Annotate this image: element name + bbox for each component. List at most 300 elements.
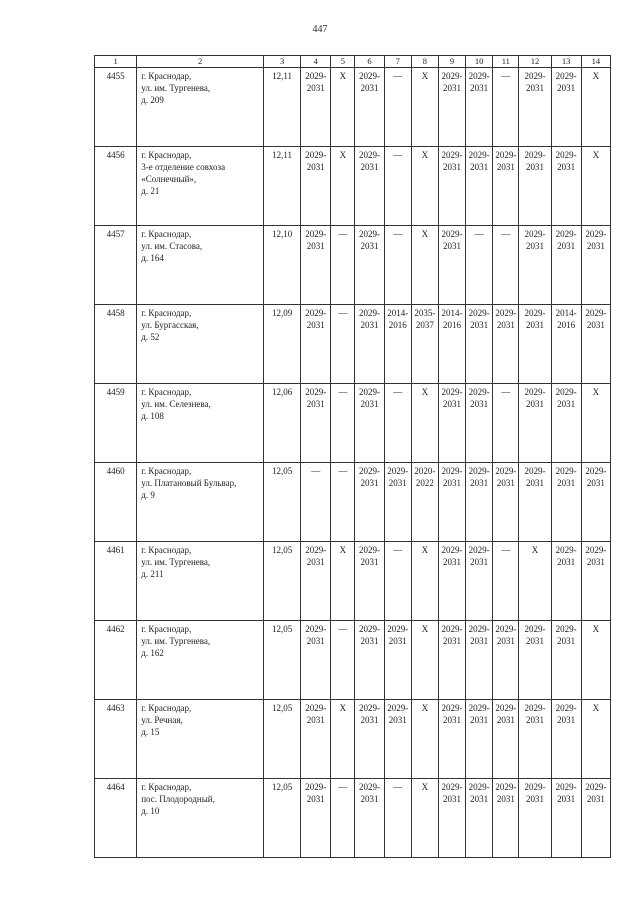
schedule-value: — — [393, 782, 403, 792]
schedule-cell — [355, 384, 384, 463]
column-header: 12 — [519, 56, 551, 68]
schedule-value: 2031 — [443, 241, 462, 251]
schedule-value: 2029- — [387, 703, 409, 713]
schedule-value: 2031 — [557, 794, 576, 804]
schedule-cell — [551, 305, 581, 384]
schedule-value: 2029- — [555, 624, 577, 634]
column-header: 11 — [493, 56, 519, 68]
schedule-cell — [438, 68, 465, 147]
schedule-cell — [384, 621, 411, 700]
table-row — [95, 68, 611, 147]
schedule-value: — — [338, 466, 348, 476]
schedule-value: 2029- — [524, 703, 546, 713]
schedule-value: 2029- — [468, 466, 490, 476]
schedule-value: 2029- — [359, 782, 381, 792]
schedule-value: 2029- — [524, 782, 546, 792]
address-cell — [137, 779, 264, 858]
schedule-value: 2031 — [306, 399, 325, 409]
address-cell — [137, 621, 264, 700]
schedule-value: 2029- — [359, 466, 381, 476]
schedule-cell — [551, 226, 581, 305]
schedule-value: 2029- — [359, 387, 381, 397]
schedule-cell — [331, 542, 355, 621]
address-line: г. Краснодар, — [141, 308, 192, 318]
schedule-cell — [519, 384, 551, 463]
schedule-cell — [411, 621, 438, 700]
schedule-value: 2029- — [524, 466, 546, 476]
schedule-cell — [519, 463, 551, 542]
table-row — [95, 542, 611, 621]
schedule-cell — [493, 779, 519, 858]
schedule-cell — [519, 147, 551, 226]
column-header: 13 — [551, 56, 581, 68]
schedule-value: 2031 — [306, 320, 325, 330]
schedule-value: 2031 — [525, 399, 544, 409]
address-line: д. 52 — [141, 332, 160, 342]
schedule-cell — [466, 621, 493, 700]
table-row — [95, 226, 611, 305]
schedule-value: 2031 — [443, 83, 462, 93]
schedule-value: 2029- — [305, 229, 327, 239]
schedule-value: 2031 — [525, 715, 544, 725]
schedule-value: 2029- — [305, 782, 327, 792]
schedule-value: 2031 — [470, 320, 489, 330]
schedule-cell — [331, 68, 355, 147]
schedule-value: 2031 — [557, 478, 576, 488]
schedule-cell — [466, 463, 493, 542]
address-cell — [137, 226, 264, 305]
schedule-cell — [493, 700, 519, 779]
schedule-value: 2029- — [495, 308, 517, 318]
schedule-value: 2031 — [443, 715, 462, 725]
schedule-value: X — [592, 703, 600, 713]
register-table — [94, 55, 611, 858]
schedule-value: 2029- — [441, 624, 463, 634]
schedule-value: 2029- — [387, 466, 409, 476]
schedule-cell — [466, 226, 493, 305]
schedule-value: 2014- — [555, 308, 577, 318]
page-number: 447 — [312, 24, 328, 35]
schedule-value: 2029- — [524, 229, 546, 239]
schedule-value: 2029- — [305, 703, 327, 713]
schedule-value: 2029- — [585, 782, 607, 792]
schedule-cell — [466, 779, 493, 858]
address-line: «Солнечный», — [141, 174, 197, 184]
schedule-cell — [355, 305, 384, 384]
schedule-value: 2031 — [586, 557, 605, 567]
schedule-value: 2031 — [470, 794, 489, 804]
schedule-cell — [301, 384, 331, 463]
schedule-cell — [384, 147, 411, 226]
column-header: 3 — [263, 56, 300, 68]
schedule-cell — [411, 700, 438, 779]
schedule-cell — [301, 542, 331, 621]
address-cell — [137, 68, 264, 147]
address-cell — [137, 542, 264, 621]
schedule-value: 2031 — [306, 162, 325, 172]
address-line: ул. им. Тургенева, — [141, 557, 211, 567]
column-header: 14 — [581, 56, 610, 68]
schedule-cell — [466, 542, 493, 621]
schedule-cell — [438, 384, 465, 463]
schedule-value: 2031 — [586, 241, 605, 251]
schedule-cell — [331, 384, 355, 463]
address-line: д. 9 — [141, 490, 155, 500]
schedule-value: 2031 — [496, 636, 515, 646]
schedule-value: 2031 — [360, 636, 379, 646]
area-cell: 12,05 — [263, 621, 300, 700]
schedule-cell — [551, 779, 581, 858]
schedule-cell — [301, 147, 331, 226]
schedule-cell — [301, 305, 331, 384]
schedule-value: 2031 — [557, 241, 576, 251]
schedule-value: 2031 — [360, 320, 379, 330]
address-line: д. 211 — [141, 569, 164, 579]
column-header: 8 — [411, 56, 438, 68]
area-cell: 12,05 — [263, 542, 300, 621]
schedule-cell — [331, 463, 355, 542]
address-line: д. 15 — [141, 727, 160, 737]
schedule-cell — [493, 305, 519, 384]
row-number: 4456 — [95, 147, 137, 226]
row-number: 4462 — [95, 621, 137, 700]
schedule-value: 2029- — [585, 545, 607, 555]
schedule-value: 2031 — [443, 478, 462, 488]
schedule-value: 2016 — [557, 320, 576, 330]
address-line: ул. им. Тургенева, — [141, 83, 211, 93]
schedule-cell — [551, 147, 581, 226]
schedule-value: 2029- — [305, 387, 327, 397]
row-number: 4455 — [95, 68, 137, 147]
schedule-value: X — [339, 545, 347, 555]
schedule-cell — [411, 463, 438, 542]
schedule-value: 2029- — [468, 71, 490, 81]
schedule-cell — [355, 542, 384, 621]
address-line: г. Краснодар, — [141, 466, 192, 476]
schedule-value: — — [393, 71, 403, 81]
schedule-value: 2031 — [306, 794, 325, 804]
column-header: 7 — [384, 56, 411, 68]
schedule-value: 2029- — [359, 308, 381, 318]
schedule-cell — [493, 68, 519, 147]
schedule-value: 2031 — [557, 557, 576, 567]
address-line: ул. Речная, — [141, 715, 183, 725]
schedule-value: 2029- — [305, 545, 327, 555]
schedule-value: 2031 — [525, 320, 544, 330]
schedule-value: 2031 — [306, 83, 325, 93]
schedule-value: 2029- — [305, 624, 327, 634]
schedule-cell — [438, 226, 465, 305]
schedule-cell — [355, 68, 384, 147]
schedule-cell — [331, 226, 355, 305]
schedule-value: X — [421, 624, 429, 634]
schedule-value: 2029- — [468, 387, 490, 397]
schedule-value: 2029- — [468, 703, 490, 713]
schedule-cell — [551, 463, 581, 542]
schedule-value: 2031 — [443, 794, 462, 804]
address-line: д. 162 — [141, 648, 164, 658]
schedule-cell — [493, 463, 519, 542]
schedule-cell — [493, 384, 519, 463]
address-line: г. Краснодар, — [141, 229, 192, 239]
address-line: д. 21 — [141, 186, 160, 196]
schedule-value: X — [531, 545, 539, 555]
schedule-value: 2031 — [360, 715, 379, 725]
schedule-value: — — [338, 624, 348, 634]
schedule-cell — [355, 147, 384, 226]
schedule-cell — [438, 779, 465, 858]
schedule-value: 2031 — [306, 557, 325, 567]
schedule-cell — [384, 226, 411, 305]
schedule-value: — — [338, 229, 348, 239]
schedule-cell — [466, 384, 493, 463]
schedule-value: 2031 — [496, 794, 515, 804]
schedule-value: 2031 — [557, 399, 576, 409]
schedule-cell — [301, 226, 331, 305]
schedule-value: X — [592, 71, 600, 81]
area-cell: 12,10 — [263, 226, 300, 305]
address-cell — [137, 700, 264, 779]
schedule-cell — [519, 68, 551, 147]
schedule-cell — [581, 621, 610, 700]
schedule-value: 2031 — [360, 794, 379, 804]
row-number: 4461 — [95, 542, 137, 621]
schedule-cell — [551, 542, 581, 621]
schedule-value: 2031 — [557, 636, 576, 646]
schedule-value: 2029- — [468, 624, 490, 634]
schedule-cell — [384, 779, 411, 858]
address-line: г. Краснодар, — [141, 782, 192, 792]
schedule-cell — [355, 779, 384, 858]
schedule-value: — — [338, 782, 348, 792]
area-cell: 12,09 — [263, 305, 300, 384]
schedule-value: 2029- — [585, 466, 607, 476]
schedule-value: 2020- — [414, 466, 436, 476]
schedule-value: 2029- — [359, 229, 381, 239]
schedule-value: 2031 — [388, 478, 407, 488]
area-cell: 12,06 — [263, 384, 300, 463]
schedule-cell — [384, 305, 411, 384]
schedule-value: 2029- — [555, 71, 577, 81]
schedule-value: 2031 — [360, 83, 379, 93]
schedule-value: 2029- — [441, 229, 463, 239]
schedule-cell — [331, 700, 355, 779]
schedule-value: 2029- — [359, 150, 381, 160]
schedule-cell — [384, 68, 411, 147]
schedule-value: 2031 — [525, 794, 544, 804]
schedule-value: 2029- — [359, 71, 381, 81]
schedule-value: X — [339, 703, 347, 713]
schedule-value: 2029- — [555, 545, 577, 555]
schedule-value: 2031 — [470, 478, 489, 488]
schedule-cell — [519, 700, 551, 779]
schedule-cell — [519, 226, 551, 305]
schedule-value: 2029- — [524, 71, 546, 81]
schedule-value: 2031 — [443, 636, 462, 646]
row-number: 4457 — [95, 226, 137, 305]
schedule-value: 2031 — [306, 241, 325, 251]
row-number: 4464 — [95, 779, 137, 858]
schedule-cell — [551, 700, 581, 779]
schedule-cell — [581, 463, 610, 542]
area-cell: 12,11 — [263, 147, 300, 226]
schedule-value: 2031 — [306, 636, 325, 646]
schedule-value: 2029- — [585, 308, 607, 318]
address-line: д. 209 — [141, 95, 164, 105]
schedule-value: 2029- — [495, 624, 517, 634]
schedule-cell — [411, 542, 438, 621]
schedule-value: — — [501, 387, 511, 397]
schedule-cell — [519, 305, 551, 384]
schedule-cell — [551, 68, 581, 147]
schedule-cell — [581, 147, 610, 226]
schedule-value: 2031 — [360, 478, 379, 488]
schedule-value: 2031 — [443, 162, 462, 172]
schedule-value: 2031 — [496, 320, 515, 330]
schedule-value: 2031 — [443, 399, 462, 409]
address-line: д. 164 — [141, 253, 164, 263]
address-cell — [137, 147, 264, 226]
column-header: 6 — [355, 56, 384, 68]
area-cell: 12,05 — [263, 779, 300, 858]
schedule-cell — [331, 147, 355, 226]
schedule-cell — [331, 305, 355, 384]
schedule-cell — [411, 384, 438, 463]
schedule-value: — — [501, 71, 511, 81]
schedule-value: 2031 — [360, 557, 379, 567]
schedule-value: — — [338, 308, 348, 318]
schedule-value: 2031 — [388, 715, 407, 725]
schedule-value: 2031 — [525, 636, 544, 646]
schedule-value: 2031 — [306, 715, 325, 725]
schedule-value: 2029- — [585, 229, 607, 239]
schedule-value: — — [338, 387, 348, 397]
address-line: пос. Плодородный, — [141, 794, 215, 804]
schedule-value: X — [421, 150, 429, 160]
schedule-value: X — [421, 71, 429, 81]
header-row — [95, 56, 611, 68]
schedule-cell — [301, 700, 331, 779]
schedule-value: 2029- — [495, 782, 517, 792]
schedule-value: 2029- — [524, 150, 546, 160]
schedule-value: 2029- — [555, 150, 577, 160]
schedule-value: 2029- — [441, 387, 463, 397]
schedule-cell — [466, 305, 493, 384]
schedule-value: X — [592, 150, 600, 160]
address-line: г. Краснодар, — [141, 545, 192, 555]
address-line: ул. им. Стасова, — [141, 241, 203, 251]
schedule-value: X — [421, 782, 429, 792]
schedule-value: 2031 — [525, 478, 544, 488]
schedule-value: 2029- — [468, 150, 490, 160]
schedule-value: 2029- — [555, 466, 577, 476]
address-line: ул. им. Селезнева, — [141, 399, 211, 409]
schedule-value: X — [339, 150, 347, 160]
schedule-value: — — [393, 387, 403, 397]
schedule-value: 2014- — [387, 308, 409, 318]
schedule-cell — [438, 305, 465, 384]
schedule-cell — [581, 226, 610, 305]
register-body — [95, 68, 611, 858]
schedule-cell — [581, 384, 610, 463]
schedule-cell — [438, 147, 465, 226]
table-row — [95, 384, 611, 463]
schedule-value: 2029- — [359, 703, 381, 713]
schedule-value: 2029- — [468, 782, 490, 792]
schedule-value: 2029- — [441, 703, 463, 713]
schedule-value: 2031 — [496, 478, 515, 488]
schedule-value: — — [501, 545, 511, 555]
address-cell — [137, 463, 264, 542]
address-cell — [137, 305, 264, 384]
schedule-value: 2031 — [470, 399, 489, 409]
schedule-value: X — [421, 387, 429, 397]
address-line: 3-е отделение совхоза — [141, 162, 226, 172]
schedule-value: — — [474, 229, 484, 239]
schedule-cell — [581, 700, 610, 779]
schedule-value: 2031 — [557, 715, 576, 725]
schedule-value: 2031 — [360, 162, 379, 172]
schedule-cell — [581, 68, 610, 147]
table-row — [95, 621, 611, 700]
schedule-cell — [493, 147, 519, 226]
schedule-cell — [301, 621, 331, 700]
schedule-value: 2031 — [525, 83, 544, 93]
schedule-value: X — [339, 71, 347, 81]
schedule-cell — [581, 779, 610, 858]
schedule-cell — [493, 226, 519, 305]
schedule-value: 2031 — [470, 83, 489, 93]
schedule-cell — [331, 779, 355, 858]
column-header: 10 — [466, 56, 493, 68]
schedule-cell — [466, 700, 493, 779]
schedule-cell — [519, 779, 551, 858]
schedule-cell — [438, 542, 465, 621]
schedule-value: 2029- — [495, 150, 517, 160]
schedule-value: — — [501, 229, 511, 239]
schedule-value: 2029- — [305, 71, 327, 81]
schedule-value: X — [592, 387, 600, 397]
row-number: 4460 — [95, 463, 137, 542]
schedule-cell — [493, 542, 519, 621]
schedule-value: 2029- — [524, 387, 546, 397]
schedule-value: 2029- — [441, 782, 463, 792]
schedule-value: 2022 — [415, 478, 434, 488]
schedule-cell — [301, 463, 331, 542]
schedule-value: 2016 — [388, 320, 407, 330]
schedule-value: 2031 — [443, 557, 462, 567]
schedule-cell — [411, 779, 438, 858]
schedule-cell — [331, 621, 355, 700]
schedule-cell — [384, 700, 411, 779]
schedule-value: X — [421, 229, 429, 239]
schedule-value: — — [393, 229, 403, 239]
schedule-value: 2029- — [555, 387, 577, 397]
area-cell: 12,05 — [263, 463, 300, 542]
address-line: г. Краснодар, — [141, 624, 192, 634]
schedule-value: — — [393, 150, 403, 160]
schedule-cell — [519, 621, 551, 700]
schedule-cell — [466, 68, 493, 147]
schedule-value: 2029- — [359, 545, 381, 555]
schedule-value: 2031 — [360, 241, 379, 251]
address-line: г. Краснодар, — [141, 387, 192, 397]
schedule-cell — [301, 779, 331, 858]
schedule-value: 2031 — [470, 715, 489, 725]
schedule-cell — [581, 305, 610, 384]
schedule-value: 2035- — [414, 308, 436, 318]
column-header: 1 — [95, 56, 137, 68]
